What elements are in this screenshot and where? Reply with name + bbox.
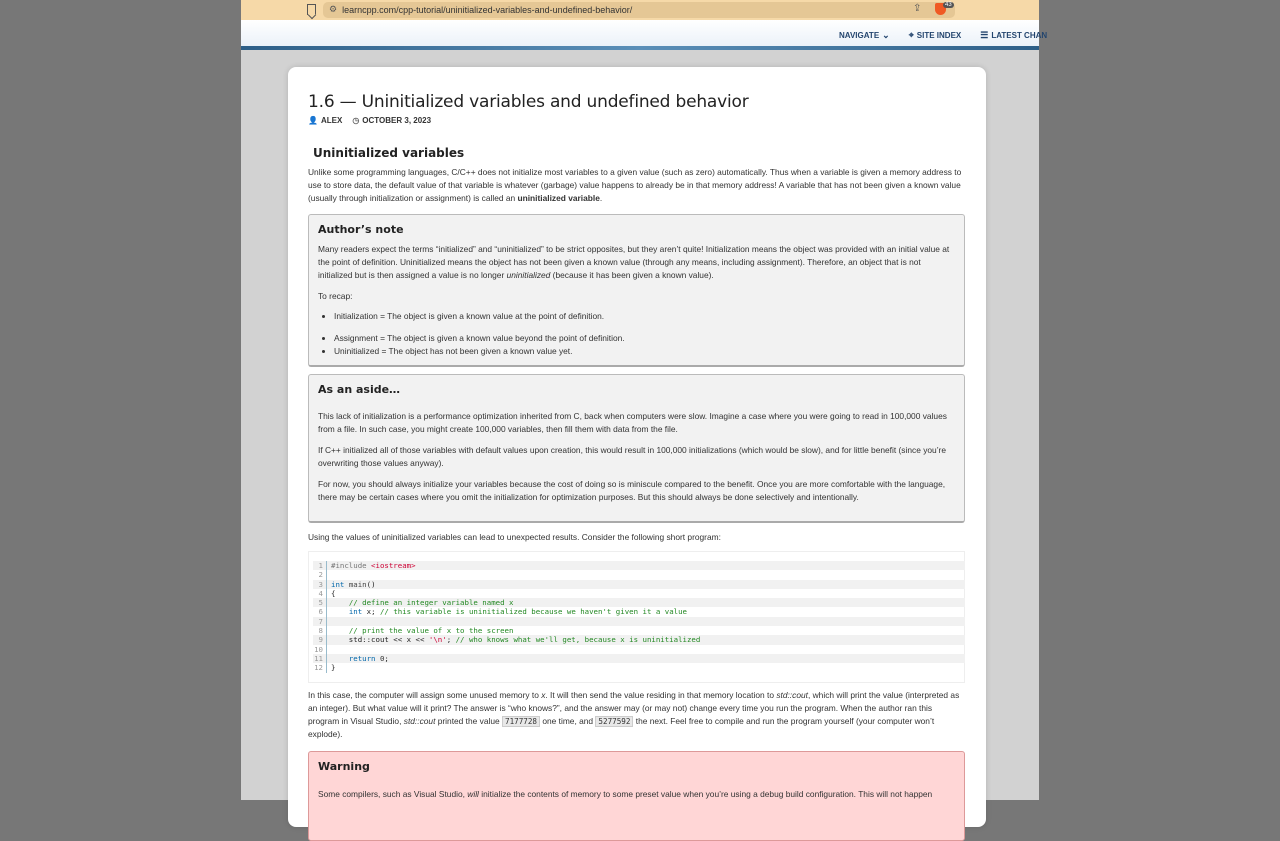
- code-token: x;: [366, 607, 380, 617]
- line-number: 3: [313, 580, 327, 589]
- article-meta: [308, 116, 431, 125]
- crosshair-icon: ⌖: [908, 30, 914, 40]
- code-text: [331, 654, 389, 663]
- list-icon: ☰: [980, 30, 989, 40]
- inline-code: 7177728: [502, 716, 540, 727]
- nav-latest-changes-label: LATEST CHAN: [991, 31, 1048, 40]
- aside-paragraph: If C++ initialized all of those variables with default values upon creation, this would result in 100,000 initializations (which would be slow), and for little benefit (since you’re overwriting those values anyway).: [318, 445, 946, 468]
- line-number: 1: [313, 561, 327, 570]
- author-name: ALEX: [320, 116, 343, 125]
- code-token: // this variable is uninitialized because we haven't given it a value: [379, 607, 688, 617]
- code-intro: Using the values of uninitialized variables can lead to unexpected results. Consider the following short program:: [308, 532, 721, 542]
- line-number: 9: [313, 635, 327, 644]
- chevron-down-icon: ⌄: [882, 30, 890, 40]
- line-number: 2: [313, 570, 327, 579]
- code-token: // print the value of x to the screen: [348, 626, 514, 636]
- authors-note-box: [308, 214, 965, 367]
- note-text-b: (because it has been given a known value).: [550, 270, 714, 280]
- code-line: [313, 654, 965, 663]
- code-block[interactable]: [308, 551, 965, 683]
- code-line: [313, 617, 965, 626]
- date-text: OCTOBER 3, 2023: [362, 116, 432, 125]
- aside-paragraph: This lack of initialization is a performance optimization inherited from C, back when computers were slow. Imagine a case where you were going to read in 100,000 values from a file. In such case, you might create 100,000 variables, then fill them with data from the file.: [318, 411, 947, 434]
- code-token: (): [366, 579, 376, 589]
- nav-navigate[interactable]: [839, 30, 890, 41]
- code-line: [313, 663, 965, 672]
- code-line: [313, 635, 965, 644]
- browser-window: [241, 0, 1048, 800]
- url-field[interactable]: [323, 2, 955, 18]
- header-strip: [241, 46, 1039, 50]
- code-token: }: [331, 663, 336, 673]
- author[interactable]: [308, 116, 342, 125]
- line-number: 5: [313, 598, 327, 607]
- nav-latest-changes[interactable]: [980, 30, 1047, 41]
- code-text: [331, 589, 335, 598]
- aside-paragraph: For now, you should always initialize your variables because the cost of doing so is miniscule compared to the benefit. Once you are more comfortable with the language, there may be certain cases where you omit the initialization for optimization purposes. But this should always be done selectively and intentionally.: [318, 479, 946, 502]
- line-number: 4: [313, 589, 327, 598]
- note-text-a: Many readers expect the terms “initialized” and “uninitialized” to be strict opposites, but they aren’t quite! Initialization means the object was provided with an initial value at the point of definition. Uninitialized means the object has not been given a known value (through any means, including assignment). Therefore, an object that is not initialized but is then assigned a value is no longer: [318, 244, 950, 280]
- code-token: int: [331, 579, 349, 589]
- date: [352, 116, 431, 125]
- code-line: [313, 561, 965, 570]
- code-token: <iostream>: [371, 561, 416, 570]
- code-text: [331, 598, 513, 607]
- note-text-em: uninitialized: [506, 270, 551, 280]
- after-text-4: printed the value: [435, 716, 502, 726]
- intro-bold: uninitialized variable: [517, 193, 600, 203]
- code-token: 0: [379, 653, 385, 663]
- code-text: [331, 580, 376, 589]
- authors-note-text: [318, 243, 955, 282]
- clock-icon: ◷: [352, 116, 360, 125]
- article-page: [288, 67, 986, 827]
- nav-site-index[interactable]: [909, 30, 962, 41]
- code-token: // define an integer variable named x: [348, 598, 514, 608]
- code-line: [313, 598, 965, 607]
- code-token: ;: [446, 635, 456, 645]
- inline-code: 5277592: [595, 716, 633, 727]
- after-text-3: , which will print the value (interpreted as an integer). But what value will it print? The answer is “who knows?”, and the answer may (or may not) change every time you run the program. When the author ran this program in Visual Studio,: [308, 690, 960, 726]
- after-em-2: std::cout: [776, 690, 808, 700]
- bookmark-icon[interactable]: [307, 4, 316, 15]
- after-text-1: In this case, the computer will assign some unused memory to: [308, 690, 542, 700]
- code-text: [331, 635, 700, 644]
- warning-em: will: [467, 789, 479, 799]
- line-number: 12: [313, 663, 327, 672]
- line-number: 6: [313, 607, 327, 616]
- code-token: int: [348, 607, 367, 617]
- code-token: [331, 626, 349, 635]
- intro-end: .: [599, 193, 603, 203]
- code-line: [313, 607, 965, 616]
- shield-badge: 43: [945, 2, 952, 8]
- recap-list: [318, 311, 955, 357]
- warning-text-1: Some compilers, such as Visual Studio,: [318, 789, 468, 799]
- code-line: [313, 570, 965, 579]
- aside-box: [308, 374, 965, 523]
- code-token: // who knows what we'll get, because x is uninitialized: [455, 635, 701, 645]
- after-text-2: . It will then send the value residing in that memory location to: [545, 690, 777, 700]
- code-lines: [313, 561, 965, 673]
- intro-text: Unlike some programming languages, C/C++ does not initialize most variables to a given value (such as zero) automatically. Thus when a variable is given a memory address to use to store data, the default value of that variable is whatever (garbage) value happens to already be in that memory address! A variable that has not been given a known value (usually through initialization or assignment) is called an: [308, 167, 962, 203]
- nav-navigate-label: NAVIGATE: [839, 31, 880, 40]
- after-em-3: std::cout: [403, 716, 436, 726]
- code-line: [313, 589, 965, 598]
- section-heading: Uninitialized variables: [313, 146, 465, 160]
- warning-heading: Warning: [318, 760, 370, 773]
- code-line: [313, 645, 965, 654]
- after-text-6: the next. Feel free to compile and run the program yourself (your computer won’t explode).: [308, 716, 935, 739]
- share-icon[interactable]: ⇪: [913, 3, 922, 14]
- nav-site-index-label: SITE INDEX: [916, 31, 962, 40]
- warning-text-2: initialize the contents of memory to some preset value when you’re using a debug build configuration. This will not happen: [478, 789, 933, 799]
- code-text: [331, 561, 416, 570]
- address-bar: [241, 0, 1039, 20]
- list-item: • Uninitialized = The object has not been given a known value yet.: [334, 346, 955, 357]
- code-token: '\n': [428, 635, 447, 645]
- code-token: return: [348, 653, 380, 663]
- site-header: [241, 20, 1048, 50]
- after-code-paragraph: [308, 689, 964, 741]
- warning-box: [308, 751, 965, 841]
- code-token: [331, 607, 349, 616]
- page-title: 1.6 — Uninitialized variables and undefined behavior: [308, 92, 749, 112]
- code-token: [331, 654, 349, 663]
- warning-text: [318, 788, 955, 801]
- code-text: [331, 626, 513, 635]
- line-number: 7: [313, 617, 327, 626]
- line-number: 11: [313, 654, 327, 663]
- recap-label: To recap:: [318, 291, 353, 301]
- list-item: • Initialization = The object is given a known value at the point of definition.: [334, 311, 955, 322]
- code-token: {: [331, 588, 336, 598]
- line-number: 10: [313, 645, 327, 654]
- site-settings-icon[interactable]: ⚙: [329, 5, 338, 15]
- line-number: 8: [313, 626, 327, 635]
- code-line: [313, 580, 965, 589]
- intro-paragraph: [308, 166, 964, 205]
- url-text: learncpp.com/cpp-tutorial/uninitialized-variables-and-undefined-behavior/: [342, 5, 633, 15]
- code-token: main: [348, 579, 367, 589]
- after-text-5: one time, and: [540, 716, 596, 726]
- list-item: • Assignment = The object is given a known value beyond the point of definition.: [334, 333, 955, 344]
- user-icon: 👤: [308, 116, 318, 125]
- authors-note-heading: Author’s note: [318, 223, 404, 236]
- code-text: [331, 663, 335, 672]
- code-token: std::cout << x <<: [331, 635, 429, 645]
- code-token: #include: [331, 561, 372, 570]
- after-em-1: x: [541, 690, 546, 700]
- code-text: [331, 607, 687, 616]
- aside-heading: As an aside…: [318, 383, 401, 396]
- code-line: [313, 626, 965, 635]
- code-token: ;: [384, 653, 389, 663]
- site-nav: [839, 30, 1047, 41]
- code-token: [331, 598, 349, 607]
